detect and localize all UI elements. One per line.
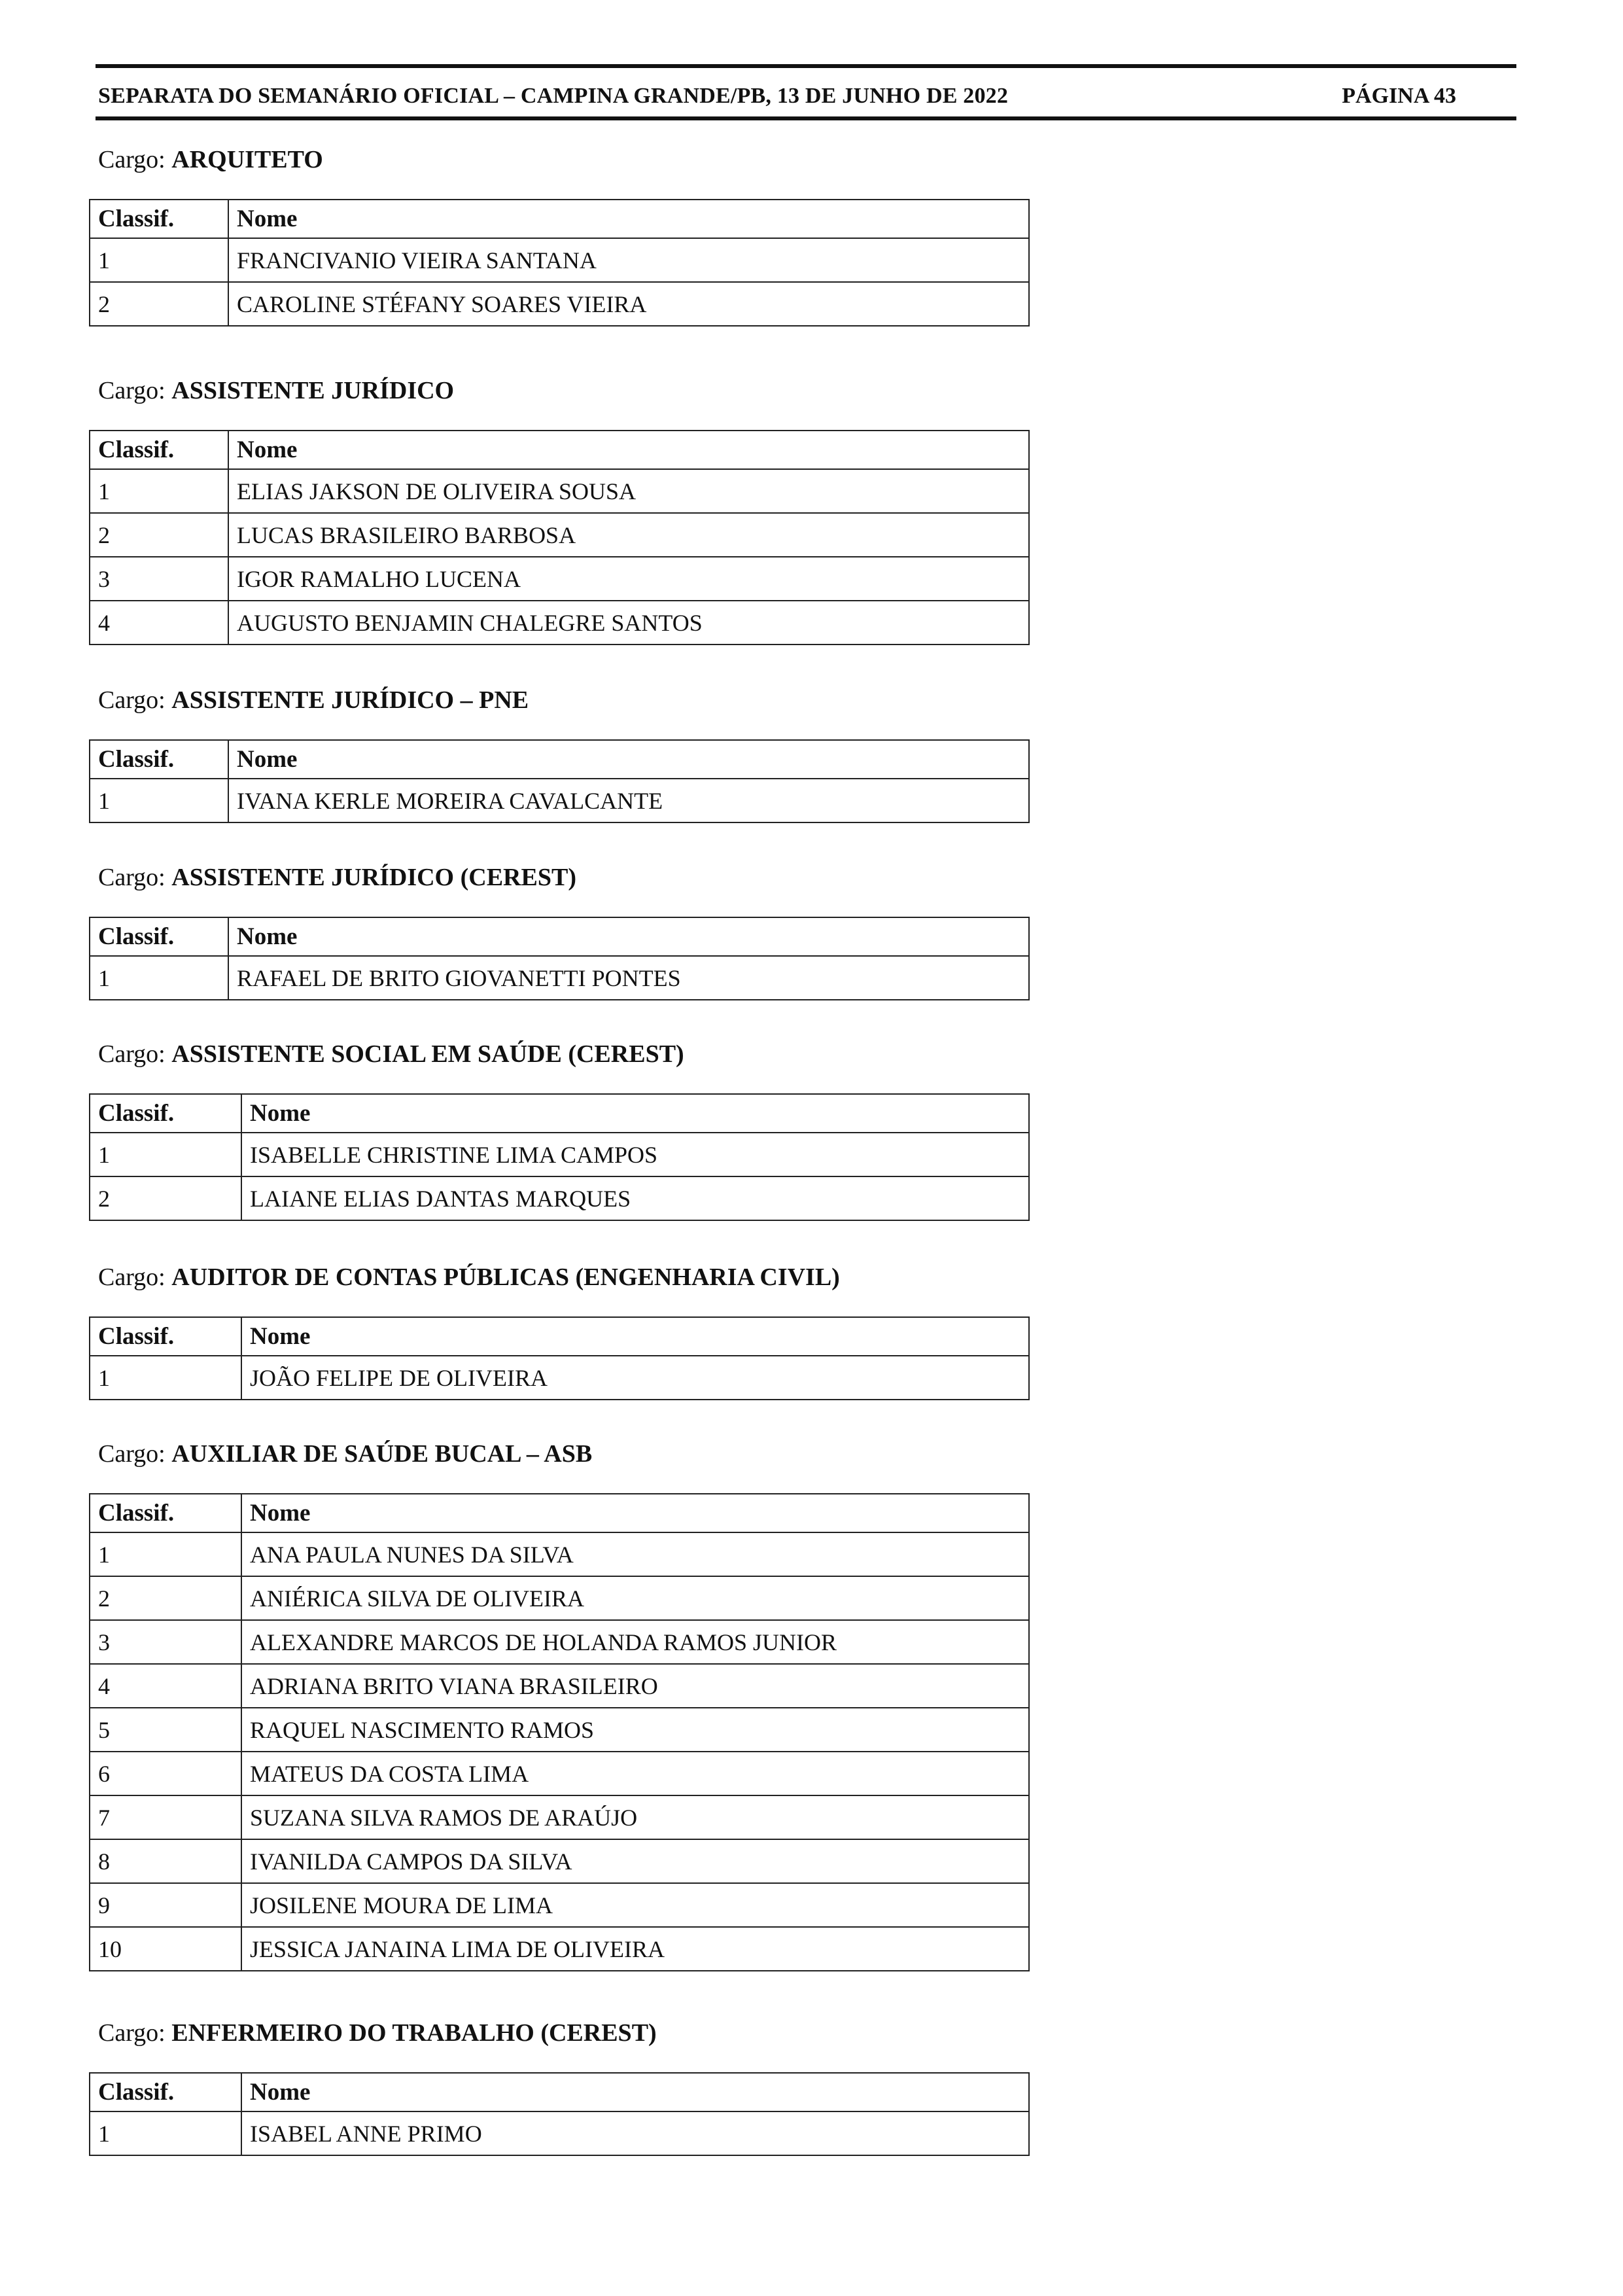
classif-cell: 2	[90, 1576, 241, 1620]
table-row	[90, 238, 1029, 282]
cargo-heading	[98, 375, 1030, 406]
classification-table	[89, 739, 1030, 823]
column-header-classif: Classif.	[90, 200, 228, 238]
cargo-label: Cargo:	[98, 377, 166, 404]
nome-cell: ISABEL ANNE PRIMO	[241, 2111, 1029, 2155]
nome-cell: ISABELLE CHRISTINE LIMA CAMPOS	[241, 1133, 1029, 1176]
cargo-name: ENFERMEIRO DO TRABALHO (CEREST)	[171, 2019, 657, 2047]
nome-cell: RAFAEL DE BRITO GIOVANETTI PONTES	[228, 956, 1029, 1000]
table-header-row	[90, 431, 1029, 469]
classif-cell: 9	[90, 1883, 241, 1927]
table-header-row	[90, 1317, 1029, 1356]
column-header-nome: Nome	[241, 1494, 1029, 1532]
nome-cell: IVANA KERLE MOREIRA CAVALCANTE	[228, 779, 1029, 822]
nome-cell: JESSICA JANAINA LIMA DE OLIVEIRA	[241, 1927, 1029, 1971]
classif-cell: 3	[90, 1620, 241, 1664]
classification-table	[89, 1093, 1030, 1221]
cargo-label: Cargo:	[98, 1040, 166, 1068]
table-row	[90, 956, 1029, 1000]
section-assistente-social-cerest	[88, 1038, 1030, 1212]
cargo-name: ASSISTENTE JURÍDICO	[171, 377, 455, 404]
table-header-row	[90, 1494, 1029, 1532]
cargo-name: ASSISTENTE SOCIAL EM SAÚDE (CEREST)	[171, 1040, 684, 1068]
table-row	[90, 1752, 1029, 1795]
nome-cell: ANIÉRICA SILVA DE OLIVEIRA	[241, 1576, 1029, 1620]
cargo-heading	[98, 144, 1030, 175]
table-row	[90, 779, 1029, 822]
table-row	[90, 1708, 1029, 1752]
cargo-label: Cargo:	[98, 864, 166, 891]
table-row	[90, 1795, 1029, 1839]
classif-cell: 1	[90, 1133, 241, 1176]
column-header-nome: Nome	[241, 2073, 1029, 2111]
table-row	[90, 513, 1029, 557]
classif-cell: 2	[90, 513, 228, 557]
nome-cell: JOÃO FELIPE DE OLIVEIRA	[241, 1356, 1029, 1400]
nome-cell: ANA PAULA NUNES DA SILVA	[241, 1532, 1029, 1576]
table-row	[90, 1927, 1029, 1971]
cargo-name: ASSISTENTE JURÍDICO (CEREST)	[171, 864, 576, 891]
section-arquiteto	[88, 144, 1030, 317]
cargo-label: Cargo:	[98, 1440, 166, 1468]
column-header-classif: Classif.	[90, 1494, 241, 1532]
cargo-heading	[98, 1262, 1030, 1293]
nome-cell: FRANCIVANIO VIEIRA SANTANA	[228, 238, 1029, 282]
table-header-row	[90, 740, 1029, 779]
cargo-heading	[98, 862, 1030, 893]
section-assistente-juridico-cerest	[88, 862, 1030, 991]
column-header-nome: Nome	[228, 431, 1029, 469]
cargo-heading	[98, 684, 1030, 716]
table-row	[90, 601, 1029, 645]
cargo-heading	[98, 1038, 1030, 1070]
section-assistente-juridico	[88, 375, 1030, 636]
nome-cell: IVANILDA CAMPOS DA SILVA	[241, 1839, 1029, 1883]
nome-cell: MATEUS DA COSTA LIMA	[241, 1752, 1029, 1795]
section-assistente-juridico-pne	[88, 684, 1030, 814]
table-header-row	[90, 1094, 1029, 1133]
table-row	[90, 1839, 1029, 1883]
column-header-classif: Classif.	[90, 431, 228, 469]
column-header-nome: Nome	[228, 740, 1029, 779]
table-row	[90, 1133, 1029, 1176]
classif-cell: 4	[90, 1664, 241, 1708]
table-row	[90, 2111, 1029, 2155]
cargo-label: Cargo:	[98, 686, 166, 714]
classification-table	[89, 917, 1030, 1000]
header-title: SEPARATA DO SEMANÁRIO OFICIAL – CAMPINA GRANDE/PB, 13 DE JUNHO DE 2022	[98, 84, 1009, 108]
cargo-name: ASSISTENTE JURÍDICO – PNE	[171, 686, 529, 714]
classif-cell: 1	[90, 956, 228, 1000]
nome-cell: RAQUEL NASCIMENTO RAMOS	[241, 1708, 1029, 1752]
nome-cell: LAIANE ELIAS DANTAS MARQUES	[241, 1176, 1029, 1220]
table-row	[90, 1620, 1029, 1664]
classif-cell: 1	[90, 779, 228, 822]
table-row	[90, 1532, 1029, 1576]
nome-cell: AUGUSTO BENJAMIN CHALEGRE SANTOS	[228, 601, 1029, 645]
table-row	[90, 1883, 1029, 1927]
classif-cell: 3	[90, 557, 228, 601]
classif-cell: 5	[90, 1708, 241, 1752]
column-header-classif: Classif.	[90, 740, 228, 779]
table-row	[90, 282, 1029, 326]
classif-cell: 6	[90, 1752, 241, 1795]
cargo-label: Cargo:	[98, 1263, 166, 1291]
column-header-nome: Nome	[241, 1094, 1029, 1133]
section-auditor-contas	[88, 1262, 1030, 1391]
nome-cell: IGOR RAMALHO LUCENA	[228, 557, 1029, 601]
cargo-label: Cargo:	[98, 146, 166, 173]
cargo-heading	[98, 1438, 1030, 1470]
nome-cell: ALEXANDRE MARCOS DE HOLANDA RAMOS JUNIOR	[241, 1620, 1029, 1664]
column-header-nome: Nome	[228, 200, 1029, 238]
table-row	[90, 557, 1029, 601]
table-row	[90, 1176, 1029, 1220]
classif-cell: 7	[90, 1795, 241, 1839]
nome-cell: SUZANA SILVA RAMOS DE ARAÚJO	[241, 1795, 1029, 1839]
cargo-name: AUDITOR DE CONTAS PÚBLICAS (ENGENHARIA CIVIL)	[171, 1263, 840, 1291]
nome-cell: ELIAS JAKSON DE OLIVEIRA SOUSA	[228, 469, 1029, 513]
section-auxiliar-saude-bucal	[88, 1438, 1030, 1962]
column-header-classif: Classif.	[90, 917, 228, 956]
nome-cell: ADRIANA BRITO VIANA BRASILEIRO	[241, 1664, 1029, 1708]
nome-cell: CAROLINE STÉFANY SOARES VIEIRA	[228, 282, 1029, 326]
nome-cell: JOSILENE MOURA DE LIMA	[241, 1883, 1029, 1927]
table-header-row	[90, 200, 1029, 238]
page-header	[96, 64, 1516, 120]
nome-cell: LUCAS BRASILEIRO BARBOSA	[228, 513, 1029, 557]
classif-cell: 1	[90, 469, 228, 513]
classif-cell: 4	[90, 601, 228, 645]
classification-table	[89, 1316, 1030, 1400]
classification-table	[89, 2072, 1030, 2156]
classif-cell: 1	[90, 1356, 241, 1400]
cargo-heading	[98, 2017, 1030, 2049]
column-header-classif: Classif.	[90, 1094, 241, 1133]
classif-cell: 8	[90, 1839, 241, 1883]
cargo-name: AUXILIAR DE SAÚDE BUCAL – ASB	[171, 1440, 593, 1468]
classification-table	[89, 430, 1030, 645]
classif-cell: 1	[90, 238, 228, 282]
classification-table	[89, 1493, 1030, 1971]
table-header-row	[90, 2073, 1029, 2111]
cargo-label: Cargo:	[98, 2019, 166, 2047]
column-header-nome: Nome	[228, 917, 1029, 956]
classif-cell: 10	[90, 1927, 241, 1971]
classif-cell: 2	[90, 1176, 241, 1220]
classif-cell: 1	[90, 2111, 241, 2155]
classif-cell: 2	[90, 282, 228, 326]
classif-cell: 1	[90, 1532, 241, 1576]
column-header-nome: Nome	[241, 1317, 1029, 1356]
cargo-name: ARQUITETO	[171, 146, 323, 173]
classification-table	[89, 199, 1030, 327]
table-row	[90, 1664, 1029, 1708]
header-page-number: PÁGINA 43	[1342, 84, 1456, 108]
table-header-row	[90, 917, 1029, 956]
column-header-classif: Classif.	[90, 2073, 241, 2111]
column-header-classif: Classif.	[90, 1317, 241, 1356]
table-row	[90, 1576, 1029, 1620]
table-row	[90, 469, 1029, 513]
table-row	[90, 1356, 1029, 1400]
section-enfermeiro-trabalho-cerest	[88, 2017, 1030, 2147]
